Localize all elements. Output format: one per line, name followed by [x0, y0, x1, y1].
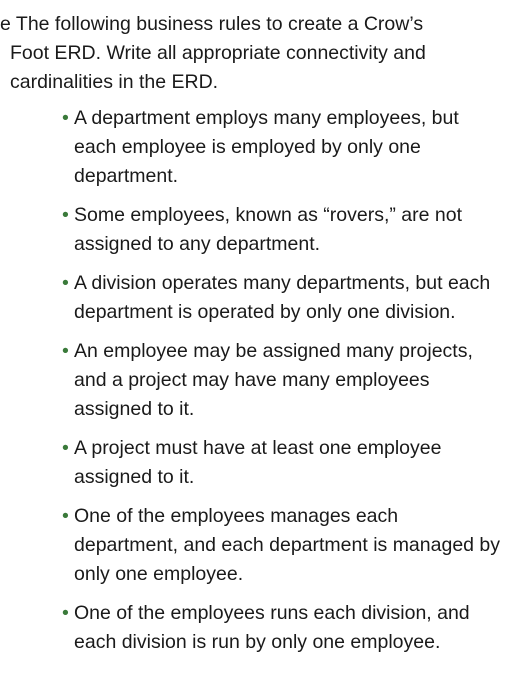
rule-text: An employee may be assigned many projects, and a project may have many employees assigned to it.: [74, 340, 473, 420]
list-item: [46, 434, 501, 492]
bullet-icon: •: [62, 340, 69, 362]
list-item: [46, 104, 501, 191]
intro-line-1: e The following business rules to create a Crow’s: [0, 13, 424, 35]
intro-paragraph: [0, 10, 500, 97]
list-item: [46, 599, 501, 657]
list-item: [46, 201, 501, 259]
rule-text: One of the employees manages each department, and each department is managed by only one employee.: [74, 505, 501, 585]
intro-line-2: Foot ERD. Write all appropriate connectivity and: [10, 42, 426, 64]
bullet-icon: •: [62, 204, 69, 226]
rule-text: A project must have at least one employee assigned to it.: [74, 437, 442, 488]
bullet-icon: •: [62, 505, 69, 527]
bullet-icon: •: [62, 272, 69, 294]
list-item: [46, 502, 501, 589]
rule-text: Some employees, known as “rovers,” are not assigned to any department.: [74, 204, 463, 255]
rule-text: A department employs many employees, but each employee is employed by only one department.: [74, 107, 459, 187]
list-item: [46, 337, 501, 424]
rule-text: A division operates many departments, but each department is operated by only one division.: [74, 272, 491, 323]
business-rules-list: [46, 104, 501, 667]
bullet-icon: •: [62, 602, 69, 624]
bullet-icon: •: [62, 437, 69, 459]
rule-text: One of the employees runs each division, and each division is run by only one employee.: [74, 602, 470, 653]
intro-line-3: cardinalities in the ERD.: [10, 71, 219, 93]
list-item: [46, 269, 501, 327]
bullet-icon: •: [62, 107, 69, 129]
